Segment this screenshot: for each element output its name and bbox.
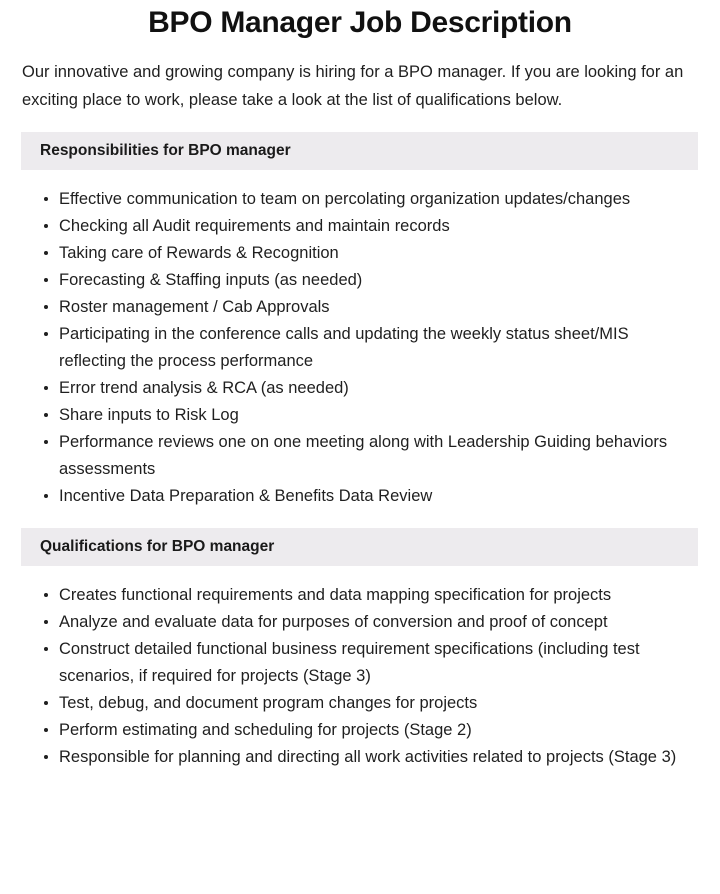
list-item	[44, 744, 698, 771]
list-item-text: Error trend analysis & RCA (as needed)	[59, 379, 349, 397]
list-item	[44, 582, 698, 609]
list-item	[44, 609, 698, 636]
bullet-dot-icon	[44, 413, 48, 417]
list-item	[44, 717, 698, 744]
list-item	[44, 213, 698, 240]
list-item	[44, 267, 698, 294]
bullet-dot-icon	[44, 305, 48, 309]
section-header-qualifications	[21, 528, 698, 566]
list-item-text: Roster management / Cab Approvals	[59, 298, 330, 316]
bullet-dot-icon	[44, 701, 48, 705]
section-heading-label: Responsibilities for BPO manager	[40, 142, 291, 159]
bullet-dot-icon	[44, 593, 48, 597]
bullet-dot-icon	[44, 440, 48, 444]
list-item	[44, 483, 698, 510]
bullet-dot-icon	[44, 728, 48, 732]
list-item-text: Creates functional requirements and data mapping specification for projects	[59, 586, 612, 604]
list-item-text: Effective communication to team on percolating organization updates/changes	[59, 190, 631, 208]
section-heading-label: Qualifications for BPO manager	[40, 538, 275, 555]
bullet-dot-icon	[44, 197, 48, 201]
list-item-text: Incentive Data Preparation & Benefits Data Review	[59, 487, 433, 505]
list-item	[44, 186, 698, 213]
list-item	[44, 429, 698, 483]
list-item-text: Responsible for planning and directing all work activities related to projects (Stage 3)	[59, 748, 677, 766]
list-item-text: Perform estimating and scheduling for projects (Stage 2)	[59, 721, 472, 739]
list-item	[44, 294, 698, 321]
qualifications-list	[0, 566, 720, 771]
bullet-dot-icon	[44, 647, 48, 651]
section-qualifications	[0, 528, 720, 771]
bullet-dot-icon	[44, 251, 48, 255]
intro-paragraph: Our innovative and growing company is hiring for a BPO manager. If you are looking for an exciting place to work, please take a look at the list of qualifications below.	[22, 63, 684, 109]
list-item	[44, 690, 698, 717]
bullet-dot-icon	[44, 494, 48, 498]
list-item-text: Taking care of Rewards & Recognition	[59, 244, 339, 262]
bullet-dot-icon	[44, 620, 48, 624]
list-item-text: Analyze and evaluate data for purposes of conversion and proof of concept	[59, 613, 608, 631]
list-item-text: Test, debug, and document program changes for projects	[59, 694, 478, 712]
bullet-dot-icon	[44, 278, 48, 282]
section-header-responsibilities	[21, 132, 698, 170]
list-item	[44, 240, 698, 267]
list-item-text: Construct detailed functional business requirement specifications (including test scenarios, if required for projects (Stage 3)	[59, 640, 640, 685]
list-item-text: Forecasting & Staffing inputs (as needed)	[59, 271, 363, 289]
section-responsibilities	[0, 132, 720, 510]
list-item-text: Checking all Audit requirements and maintain records	[59, 217, 450, 235]
list-item	[44, 321, 698, 375]
list-item	[44, 636, 698, 690]
list-item-text: Participating in the conference calls and updating the weekly status sheet/MIS reflecting the process performance	[59, 325, 629, 370]
bullet-dot-icon	[44, 755, 48, 759]
list-item-text: Share inputs to Risk Log	[59, 406, 239, 424]
list-item	[44, 375, 698, 402]
list-item	[44, 402, 698, 429]
bullet-dot-icon	[44, 224, 48, 228]
page-title: BPO Manager Job Description	[148, 6, 572, 39]
bullet-dot-icon	[44, 386, 48, 390]
responsibilities-list	[0, 170, 720, 510]
list-item-text: Performance reviews one on one meeting along with Leadership Guiding behaviors assessments	[59, 433, 668, 478]
bullet-dot-icon	[44, 332, 48, 336]
